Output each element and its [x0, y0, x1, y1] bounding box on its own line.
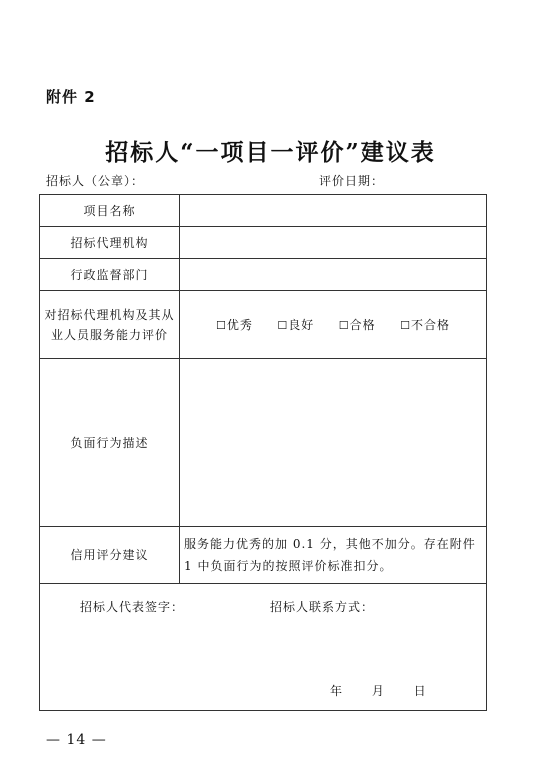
row-negative	[40, 359, 487, 527]
project-name-field[interactable]	[180, 195, 487, 227]
checkbox-icon[interactable]: ☐	[338, 319, 350, 332]
year-label: 年	[330, 684, 343, 698]
row-capability	[40, 291, 487, 359]
signature-cell	[40, 584, 487, 711]
option-excellent[interactable]	[216, 316, 253, 333]
capability-label-line1: 对招标代理机构及其从	[44, 307, 175, 322]
capability-options-cell	[180, 291, 487, 359]
negative-behavior-field[interactable]	[180, 359, 487, 527]
row-project-name	[40, 195, 487, 227]
supervisor-label: 行政监督部门	[40, 259, 180, 291]
signature-date	[330, 682, 426, 699]
option-label: 优秀	[226, 318, 253, 332]
representative-signature-label: 招标人代表签字：	[80, 600, 185, 614]
option-good[interactable]	[277, 316, 314, 333]
negative-behavior-label: 负面行为描述	[40, 359, 180, 527]
option-label: 良好	[288, 318, 315, 332]
capability-label	[40, 291, 180, 359]
row-supervisor	[40, 259, 487, 291]
option-label: 不合格	[410, 318, 450, 332]
page-number: — 14 —	[46, 732, 107, 748]
row-credit	[40, 527, 487, 584]
page-title: 招标人“一项目一评价”建议表	[105, 139, 436, 166]
checkbox-icon[interactable]: ☐	[216, 319, 227, 332]
tenderer-seal-label: 招标人（公章）：	[46, 174, 145, 188]
project-name-label: 项目名称	[40, 195, 180, 227]
agency-label: 招标代理机构	[40, 227, 180, 259]
credit-score-cell	[180, 527, 487, 584]
row-signature	[40, 584, 487, 711]
evaluation-date-label: 评价日期：	[319, 174, 385, 188]
agency-field[interactable]	[180, 227, 487, 259]
day-label: 日	[413, 684, 426, 698]
credit-score-label: 信用评分建议	[40, 527, 180, 584]
capability-options	[180, 316, 486, 333]
option-label: 合格	[349, 318, 376, 332]
evaluation-form-table	[39, 194, 487, 711]
row-agency	[40, 227, 487, 259]
contact-info-label: 招标人联系方式：	[270, 600, 375, 614]
option-qualified[interactable]	[339, 316, 376, 333]
credit-score-text: 服务能力优秀的加 0.1 分，其他不加分。存在附件 1 中负面行为的按照评价标准扣分。	[184, 537, 476, 573]
attachment-label: 附件 2	[46, 88, 96, 106]
checkbox-icon[interactable]: ☐	[400, 319, 411, 332]
month-label: 月	[371, 684, 384, 698]
supervisor-field[interactable]	[180, 259, 487, 291]
option-unqualified[interactable]	[400, 316, 450, 333]
checkbox-icon[interactable]: ☐	[277, 319, 289, 332]
capability-label-line2: 业人员服务能力评价	[50, 327, 168, 342]
